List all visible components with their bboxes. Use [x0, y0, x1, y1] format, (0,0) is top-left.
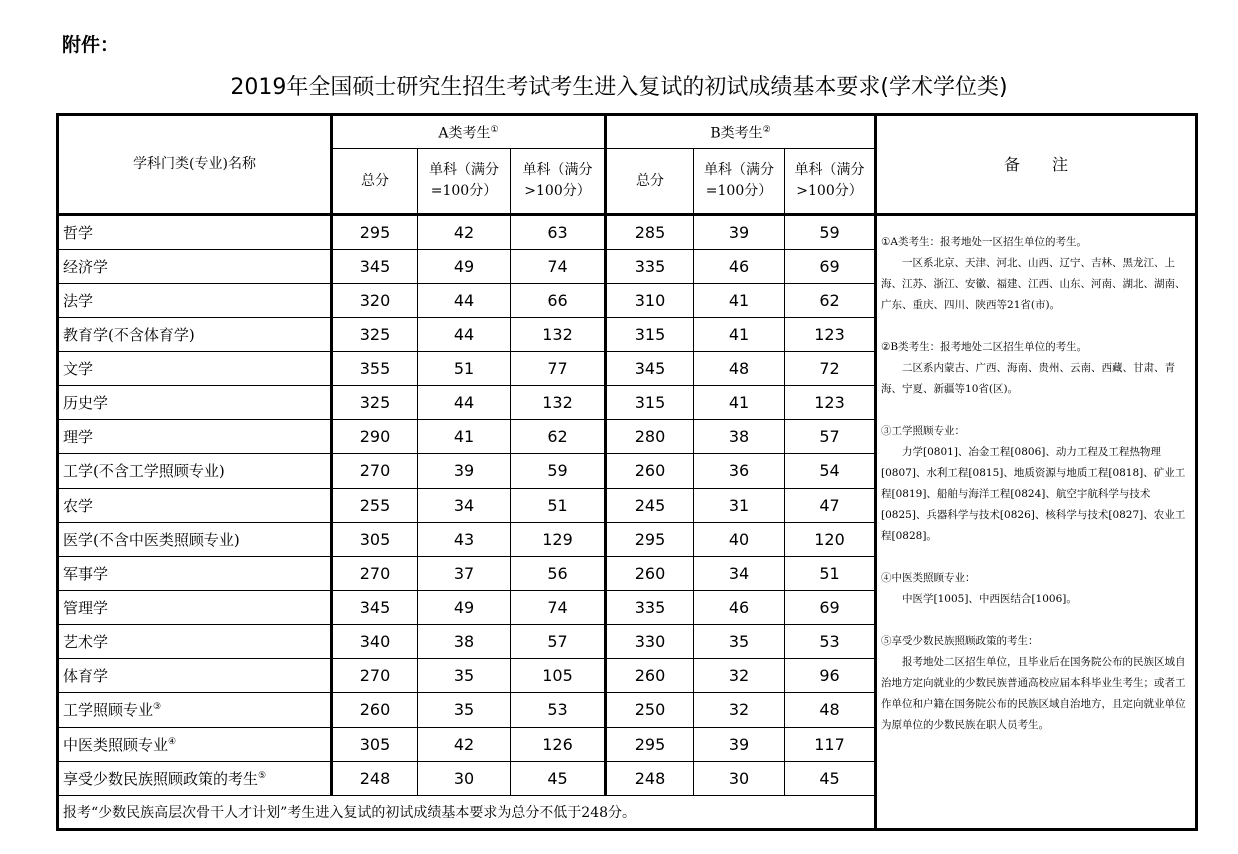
group-a-header: A类考生① [332, 115, 606, 149]
score-a-single-gt100: 132 [511, 317, 606, 351]
score-a-total: 345 [332, 590, 418, 624]
score-b-single-100: 41 [694, 386, 785, 420]
score-b-total: 335 [606, 249, 694, 283]
score-a-total: 305 [332, 727, 418, 761]
score-b-total: 295 [606, 522, 694, 556]
score-b-single-gt100: 69 [785, 249, 876, 283]
score-b-single-100: 32 [694, 693, 785, 727]
score-a-single-gt100: 132 [511, 386, 606, 420]
score-a-single-100: 51 [418, 351, 511, 385]
score-b-single-gt100: 69 [785, 590, 876, 624]
score-a-single-gt100: 62 [511, 420, 606, 454]
score-a-single-gt100: 105 [511, 659, 606, 693]
score-a-single-100: 37 [418, 556, 511, 590]
score-a-total: 305 [332, 522, 418, 556]
score-a-single-100: 42 [418, 727, 511, 761]
score-b-single-100: 41 [694, 317, 785, 351]
score-b-single-gt100: 59 [785, 215, 876, 249]
score-a-single-gt100: 74 [511, 590, 606, 624]
score-a-single-100: 41 [418, 420, 511, 454]
score-a-single-gt100: 129 [511, 522, 606, 556]
remarks-header: 备 注 [876, 115, 1197, 215]
score-a-total: 325 [332, 317, 418, 351]
subject-name: 理学 [58, 420, 332, 454]
score-b-single-100: 39 [694, 727, 785, 761]
page-title: 2019年全国硕士研究生招生考试考生进入复试的初试成绩基本要求(学术学位类) [230, 75, 1008, 100]
score-a-total: 355 [332, 351, 418, 385]
b-single-gt100-header: 单科（满分 >100分） [785, 149, 876, 215]
score-a-single-100: 44 [418, 317, 511, 351]
score-b-total: 280 [606, 420, 694, 454]
score-b-total: 345 [606, 351, 694, 385]
score-b-total: 260 [606, 659, 694, 693]
score-a-single-gt100: 53 [511, 693, 606, 727]
score-a-total: 255 [332, 488, 418, 522]
score-a-single-100: 39 [418, 454, 511, 488]
score-a-single-gt100: 45 [511, 761, 606, 795]
score-b-single-100: 35 [694, 625, 785, 659]
b-total-header: 总分 [606, 149, 694, 215]
subject-name: 哲学 [58, 215, 332, 249]
score-b-single-100: 40 [694, 522, 785, 556]
subject-name: 军事学 [58, 556, 332, 590]
subject-name: 管理学 [58, 590, 332, 624]
subject-name: 体育学 [58, 659, 332, 693]
score-b-total: 260 [606, 556, 694, 590]
score-a-single-100: 43 [418, 522, 511, 556]
score-a-total: 325 [332, 386, 418, 420]
score-b-single-gt100: 47 [785, 488, 876, 522]
score-a-total: 248 [332, 761, 418, 795]
score-a-single-100: 35 [418, 659, 511, 693]
score-b-single-gt100: 54 [785, 454, 876, 488]
score-b-total: 315 [606, 317, 694, 351]
score-a-single-gt100: 74 [511, 249, 606, 283]
a-single-gt100-header: 单科（满分 >100分） [511, 149, 606, 215]
score-b-single-gt100: 120 [785, 522, 876, 556]
score-a-total: 345 [332, 249, 418, 283]
score-b-single-100: 46 [694, 590, 785, 624]
subject-name: 工学照顾专业③ [58, 693, 332, 727]
score-a-single-100: 42 [418, 215, 511, 249]
score-b-single-100: 46 [694, 249, 785, 283]
subject-name: 享受少数民族照顾政策的考生⑤ [58, 761, 332, 795]
score-b-single-gt100: 123 [785, 386, 876, 420]
subject-name: 经济学 [58, 249, 332, 283]
score-b-single-gt100: 45 [785, 761, 876, 795]
score-a-single-gt100: 57 [511, 625, 606, 659]
score-a-total: 270 [332, 556, 418, 590]
subject-name: 医学(不含中医类照顾专业) [58, 522, 332, 556]
score-a-total: 270 [332, 454, 418, 488]
score-a-total: 340 [332, 625, 418, 659]
score-b-single-gt100: 96 [785, 659, 876, 693]
subject-name: 艺术学 [58, 625, 332, 659]
subject-name: 中医类照顾专业④ [58, 727, 332, 761]
score-b-single-100: 30 [694, 761, 785, 795]
score-a-single-gt100: 77 [511, 351, 606, 385]
score-b-single-gt100: 48 [785, 693, 876, 727]
score-b-total: 315 [606, 386, 694, 420]
score-a-total: 270 [332, 659, 418, 693]
score-a-single-gt100: 56 [511, 556, 606, 590]
score-a-total: 260 [332, 693, 418, 727]
score-a-single-gt100: 59 [511, 454, 606, 488]
score-b-total: 310 [606, 283, 694, 317]
subject-header: 学科门类(专业)名称 [58, 115, 332, 215]
a-total-header: 总分 [332, 149, 418, 215]
subject-name: 历史学 [58, 386, 332, 420]
score-b-total: 285 [606, 215, 694, 249]
score-b-total: 250 [606, 693, 694, 727]
subject-name: 农学 [58, 488, 332, 522]
score-a-single-gt100: 51 [511, 488, 606, 522]
score-b-single-100: 39 [694, 215, 785, 249]
score-b-single-gt100: 117 [785, 727, 876, 761]
score-a-single-gt100: 63 [511, 215, 606, 249]
score-b-single-100: 34 [694, 556, 785, 590]
score-b-total: 248 [606, 761, 694, 795]
score-a-single-100: 44 [418, 386, 511, 420]
score-b-total: 245 [606, 488, 694, 522]
score-b-total: 295 [606, 727, 694, 761]
score-b-total: 260 [606, 454, 694, 488]
score-a-total: 295 [332, 215, 418, 249]
b-single-100-header: 单科（满分 =100分） [694, 149, 785, 215]
score-table [56, 113, 1198, 831]
table-row [58, 215, 1197, 249]
score-b-single-100: 48 [694, 351, 785, 385]
score-b-single-gt100: 53 [785, 625, 876, 659]
a-single-100-header: 单科（满分 =100分） [418, 149, 511, 215]
footnote: 报考“少数民族高层次骨干人才计划”考生进入复试的初试成绩基本要求为总分不低于248分。 [58, 795, 876, 829]
score-a-single-100: 49 [418, 590, 511, 624]
score-b-single-gt100: 51 [785, 556, 876, 590]
score-b-total: 335 [606, 590, 694, 624]
score-b-total: 330 [606, 625, 694, 659]
score-a-single-100: 30 [418, 761, 511, 795]
score-b-single-gt100: 62 [785, 283, 876, 317]
score-a-single-100: 34 [418, 488, 511, 522]
score-b-single-gt100: 72 [785, 351, 876, 385]
score-a-single-100: 49 [418, 249, 511, 283]
score-b-single-gt100: 57 [785, 420, 876, 454]
score-b-single-100: 41 [694, 283, 785, 317]
score-a-single-gt100: 66 [511, 283, 606, 317]
subject-name: 教育学(不含体育学) [58, 317, 332, 351]
score-a-single-100: 35 [418, 693, 511, 727]
score-b-single-100: 32 [694, 659, 785, 693]
remarks-notes: ①A类考生：报考地处一区招生单位的考生。 一区系北京、天津、河北、山西、辽宁、吉林、黑龙江、上海、江苏、浙江、安徽、福建、江西、山东、河南、湖北、湖南、广东、重庆、四川、陕西等21省(市)。 ②B类考生：报考地处二区招生单位的考生。 二区系内蒙古、广西、海南、贵州、云南、西藏、甘肃、青海、宁夏、新疆等10省(区)。 ③工学照顾专业： 力学[0801]、冶金工程[0806]、动力工程及工程热物理[0807]、水利工程[0815]、地质资源与地质工程[0818]、矿业工程[0819]、船舶与海洋工程[0824]、航空宇航科学与技术[0825]、兵器科学与技术[0826]、核科学与技术[0827]、农业工程[0828]。 ④中医类照顾专业： 中医学[1005]、中西医结合[1006]。 ⑤享受少数民族照顾政策的考生： 报考地处二区招生单位，且毕业后在国务院公布的民族区域自治地方定向就业的少数民族普通高校应届本科毕业生考生；或者工作单位和户籍在国务院公布的民族区域自治地方，且定向就业单位为原单位的少数民族在职人员考生。 [876, 215, 1197, 830]
group-b-header: B类考生② [606, 115, 876, 149]
score-a-single-100: 38 [418, 625, 511, 659]
score-b-single-100: 38 [694, 420, 785, 454]
score-a-single-gt100: 126 [511, 727, 606, 761]
score-b-single-100: 31 [694, 488, 785, 522]
subject-name: 法学 [58, 283, 332, 317]
score-b-single-gt100: 123 [785, 317, 876, 351]
score-a-single-100: 44 [418, 283, 511, 317]
score-a-total: 290 [332, 420, 418, 454]
score-b-single-100: 36 [694, 454, 785, 488]
score-a-total: 320 [332, 283, 418, 317]
subject-name: 文学 [58, 351, 332, 385]
attachment-label: 附件： [62, 34, 120, 56]
subject-name: 工学(不含工学照顾专业) [58, 454, 332, 488]
